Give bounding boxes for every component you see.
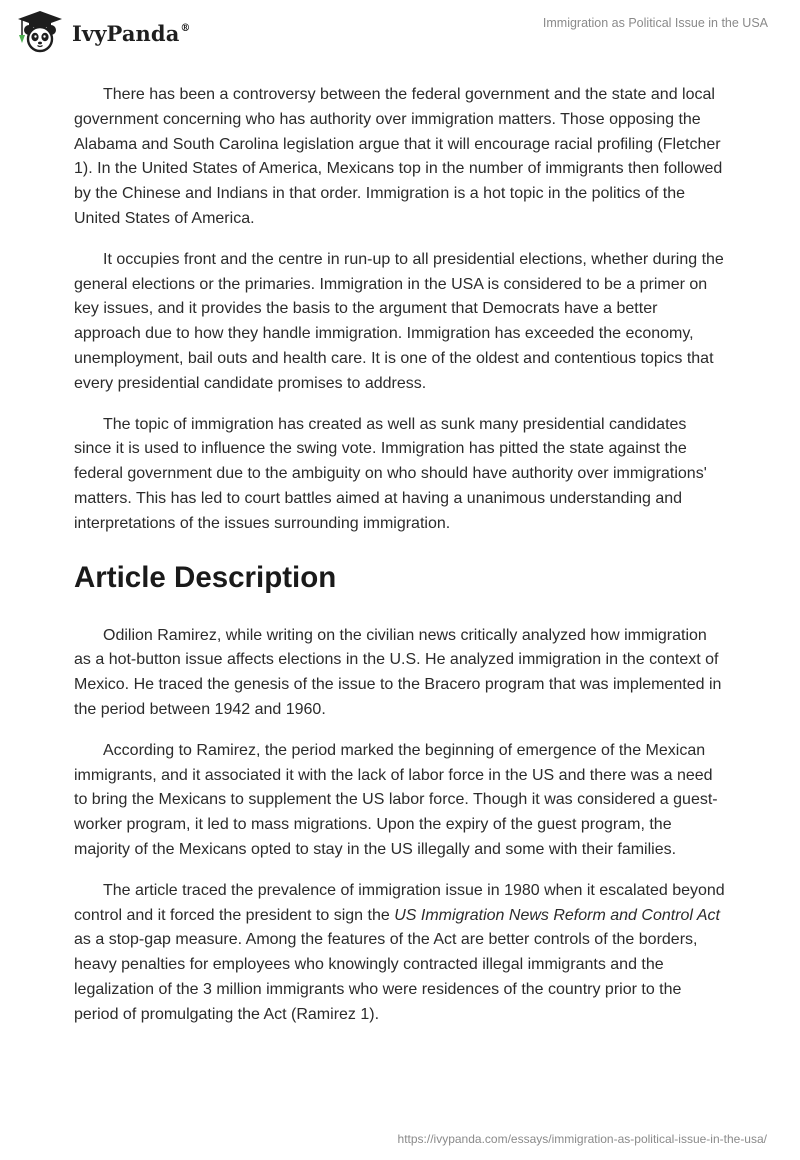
paragraph-4: Odilion Ramirez, while writing on the civilian news critically analyzed how immigration as a hot-button issue affects elections in the U.S. He analyzed immigration in the context of Mexico. He traced the genesis of the issue to the Bracero program that was implemented in the period between 1942 and 1960. (74, 626, 722, 718)
essay-content (74, 83, 726, 1044)
paragraph-6 (74, 879, 726, 1028)
paragraph-5: According to Ramirez, the period marked the beginning of emergence of the Mexican immigrants, and it associated it with the lack of labor force in the US and there was a need to bring the Mexicans to supplement the US labor force. Though it was considered a guest-worker program, it led to mass migrations. Upon the expiry of the guest program, the majority of the Mexicans opted to stay in the US illegally and some with their families. (74, 741, 718, 858)
paragraph-3: The topic of immigration has created as well as sunk many presidential candidates since it is used to influence the swing vote. Immigration has pitted the state against the federal government due to the ambiguity on who should have authority over immigrations' matters. This has led to court battles aimed at having a unanimous understanding and interpretations of the issues surrounding immigration. (74, 415, 707, 532)
source-url[interactable]: https://ivypanda.com/essays/immigration-as-political-issue-in-the-usa/ (397, 1132, 767, 1146)
paragraph-2: It occupies front and the centre in run-up to all presidential elections, whether during the general elections or the primaries. Immigration in the USA is considered to be a primer on key issues, and it provides the basis to the argument that Democrats have a better approach due to how they handle immigration. Immigration has exceeded the economy, unemployment, bail outs and health care. It is one of the oldest and contentious topics that every presidential candidate promises to address. (74, 250, 724, 392)
paragraph-1: There has been a controversy between the federal government and the state and local government concerning who has authority over immigration matters. Those opposing the Alabama and South Carolina legislation argue that it will encourage racial profiling (Fletcher 1). In the United States of America, Mexicans top in the number of immigrants then followed by the Chinese and Indians in that order. Immigration is a hot topic in the politics of the United States of America. (74, 86, 723, 227)
registered-mark: ® (180, 22, 191, 34)
document-title: Immigration as Political Issue in the USA (542, 16, 768, 30)
page-header (0, 0, 800, 64)
paragraph-6-text-end: as a stop-gap measure. Among the features of the Act are better controls of the borders, heavy penalties for employees who knowingly contracted illegal immigrants and the legalization of the 3 million immigrants who were residences of the country prior to the period of promulgating the Act (Ramirez 1). (74, 931, 698, 1023)
section-heading: Article Description (74, 560, 337, 594)
brand-name: IvyPanda® (72, 20, 191, 46)
panda-graduate-icon (14, 8, 66, 54)
paragraph-6-text-start: The article traced the prevalence of immigration issue in 1980 when it escalated beyond control and it forced the president to sign the (74, 881, 725, 924)
ivypanda-logo[interactable] (14, 8, 191, 54)
act-title: US Immigration News Reform and Control Act (394, 906, 720, 924)
